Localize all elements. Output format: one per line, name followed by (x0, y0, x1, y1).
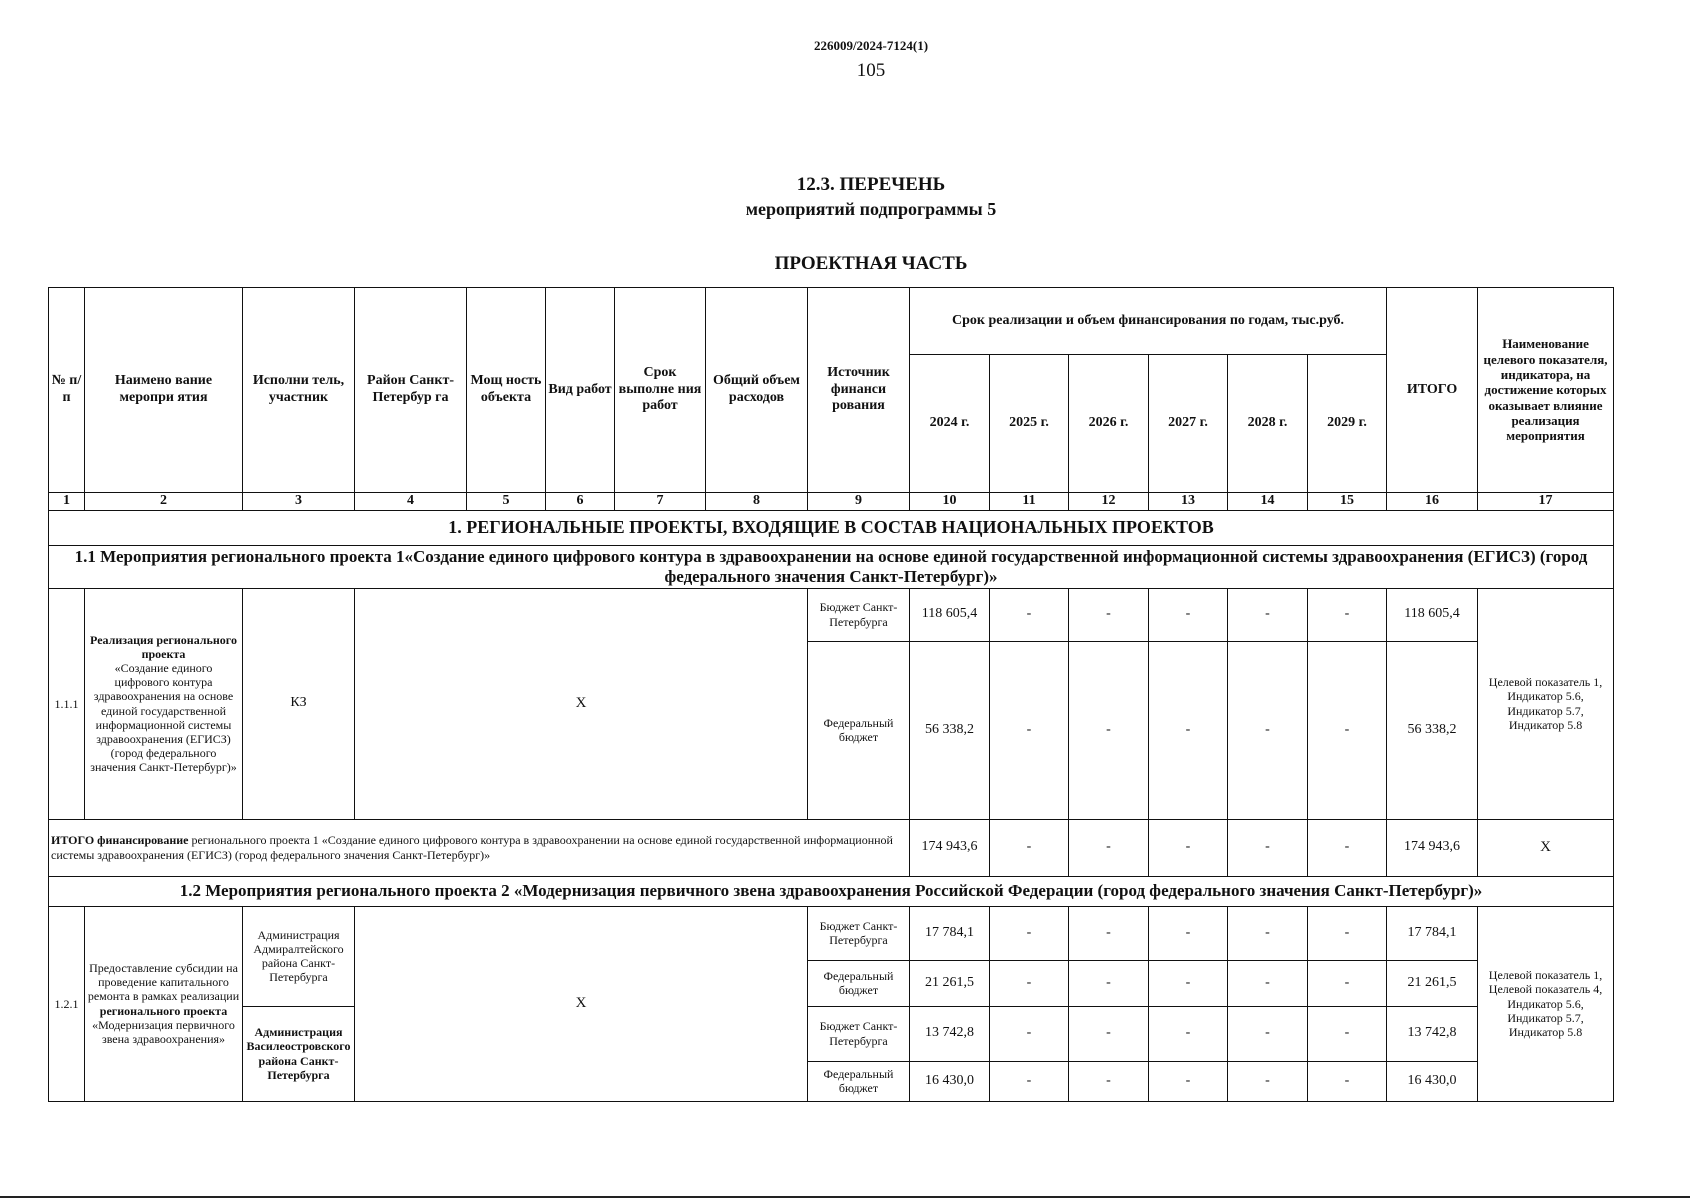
header-year: 2029 г. (1308, 355, 1387, 493)
value-2026: - (1069, 588, 1149, 641)
value-2029: - (1308, 1061, 1387, 1101)
value-2024: 56 338,2 (910, 641, 990, 819)
value-2027: - (1149, 1006, 1228, 1061)
x-mark: Х (355, 588, 808, 819)
value-2024: 21 261,5 (910, 960, 990, 1006)
header-executor: Исполни тель, участник (243, 288, 355, 493)
col-number: 1 (49, 493, 85, 511)
col-number: 15 (1308, 493, 1387, 511)
header-total: ИТОГО (1387, 288, 1478, 493)
header-deadline: Срок выполне ния работ (615, 288, 706, 493)
header-name: Наимено вание меропри ятия (85, 288, 243, 493)
value-2028: - (1228, 1006, 1308, 1061)
value-total: 17 784,1 (1387, 906, 1478, 960)
funding-source: Бюджет Санкт-Петербурга (808, 1006, 910, 1061)
page-title: 12.3. ПЕРЕЧЕНЬ (796, 174, 946, 195)
value-2028: - (1228, 960, 1308, 1006)
value-2025: - (990, 1061, 1069, 1101)
col-number: 9 (808, 493, 910, 511)
page-subtitle: мероприятий подпрограммы 5 (745, 199, 997, 219)
measure-name-part1: Предоставление субсидии на проведение капитального ремонта в рамках реализации (87, 961, 240, 1004)
value-2026: - (1069, 819, 1149, 876)
value-2026: - (1069, 641, 1149, 819)
value-2028: - (1228, 588, 1308, 641)
measure-name (85, 588, 243, 819)
col-number: 8 (706, 493, 808, 511)
value-2024: 17 784,1 (910, 906, 990, 960)
col-number: 11 (990, 493, 1069, 511)
executor: КЗ (243, 588, 355, 819)
measure-name-bold: Реализация регионального проекта (90, 632, 237, 661)
value-2027: - (1149, 1061, 1228, 1101)
header-year: 2027 г. (1149, 355, 1228, 493)
total-label-bold: ИТОГО финансирование (51, 833, 189, 848)
page-number: 105 (856, 60, 886, 81)
document-number: 226009/2024-7124(1) (813, 38, 929, 53)
header-year: 2028 г. (1228, 355, 1308, 493)
col-number: 7 (615, 493, 706, 511)
value-2027: - (1149, 906, 1228, 960)
funding-source: Федеральный бюджет (808, 1061, 910, 1101)
value-2028: - (1228, 819, 1308, 876)
value-2029: - (1308, 906, 1387, 960)
value-2024: 118 605,4 (910, 588, 990, 641)
header-capacity: Мощ ность объекта (467, 288, 546, 493)
value-2027: - (1149, 641, 1228, 819)
section-heading: 1. РЕГИОНАЛЬНЫЕ ПРОЕКТЫ, ВХОДЯЩИЕ В СОСТАВ НАЦИОНАЛЬНЫХ ПРОЕКТОВ (49, 510, 1614, 545)
value-2025: - (990, 641, 1069, 819)
col-number: 14 (1228, 493, 1308, 511)
total-label (49, 819, 910, 876)
measure-name (85, 906, 243, 1101)
measures-table (48, 287, 1614, 1102)
header-year: 2025 г. (990, 355, 1069, 493)
executor (243, 1006, 355, 1101)
header-district: Район Санкт-Петербур га (355, 288, 467, 493)
value-total: 16 430,0 (1387, 1061, 1478, 1101)
value-2024: 16 430,0 (910, 1061, 990, 1101)
indicator: Х (1478, 819, 1614, 876)
value-2026: - (1069, 1061, 1149, 1101)
header-total-cost: Общий объем расходов (706, 288, 808, 493)
value-2029: - (1308, 819, 1387, 876)
subsection-heading: 1.1 Мероприятия регионального проекта 1«Создание единого цифрового контура в здравоохранении на основе единой государственной информационной системы здравоохранения (ЕГИСЗ) (город федерального значения Санкт-Петербург)» (49, 545, 1614, 588)
value-2026: - (1069, 906, 1149, 960)
col-number: 2 (85, 493, 243, 511)
col-number: 13 (1149, 493, 1228, 511)
value-2024: 174 943,6 (910, 819, 990, 876)
col-number: 12 (1069, 493, 1149, 511)
value-total: 56 338,2 (1387, 641, 1478, 819)
header-num: № п/п (49, 288, 85, 493)
funding-source: Федеральный бюджет (808, 641, 910, 819)
executor-bold: Администрация Василеостровского района Санкт-Петербурга (246, 1025, 351, 1082)
value-total: 118 605,4 (1387, 588, 1478, 641)
header-source: Источник финанси рования (808, 288, 910, 493)
funding-source: Федеральный бюджет (808, 960, 910, 1006)
col-number: 16 (1387, 493, 1478, 511)
value-2029: - (1308, 1006, 1387, 1061)
measure-name-part2: регионального проекта (99, 1003, 228, 1018)
column-number-row (49, 493, 1614, 511)
x-mark: Х (355, 906, 808, 1101)
header-year: 2026 г. (1069, 355, 1149, 493)
value-2025: - (990, 1006, 1069, 1061)
measure-name-rest: «Создание единого цифрового контура здравоохранения на основе единой государственной информационной системы здравоохранения (ЕГИСЗ) (город федерального значения Санкт-Петербург)» (90, 661, 237, 775)
value-2029: - (1308, 960, 1387, 1006)
value-2029: - (1308, 641, 1387, 819)
value-2025: - (990, 906, 1069, 960)
value-2027: - (1149, 588, 1228, 641)
col-number: 6 (546, 493, 615, 511)
value-2026: - (1069, 960, 1149, 1006)
header-year: 2024 г. (910, 355, 990, 493)
funding-source: Бюджет Санкт-Петербурга (808, 588, 910, 641)
header-period-group: Срок реализации и объем финансирования по годам, тыс.руб. (910, 288, 1387, 355)
value-2025: - (990, 960, 1069, 1006)
col-number: 3 (243, 493, 355, 511)
col-number: 10 (910, 493, 990, 511)
section-title: ПРОЕКТНАЯ ЧАСТЬ (774, 253, 968, 274)
value-2027: - (1149, 819, 1228, 876)
header-work-type: Вид работ (546, 288, 615, 493)
col-number: 5 (467, 493, 546, 511)
value-2024: 13 742,8 (910, 1006, 990, 1061)
subsection-heading: 1.2 Мероприятия регионального проекта 2 «Модернизация первичного звена здравоохранения Российской Федерации (город федерального значения Санкт-Петербург)» (49, 876, 1614, 906)
value-2027: - (1149, 960, 1228, 1006)
value-total: 174 943,6 (1387, 819, 1478, 876)
row-number: 1.2.1 (49, 906, 85, 1101)
value-total: 13 742,8 (1387, 1006, 1478, 1061)
funding-source: Бюджет Санкт-Петербурга (808, 906, 910, 960)
indicator: Целевой показатель 1, Индикатор 5.6, Индикатор 5.7, Индикатор 5.8 (1478, 588, 1614, 819)
total-label-rest: регионального проекта 1 «Создание единого цифрового контура в здравоохранении на основе единой государственной информационной системы здравоохранения (ЕГИСЗ) (город федерального значения Санкт-Петербург)» (51, 833, 893, 862)
measure-name-part3: «Модернизация первичного звена здравоохранения» (92, 1017, 235, 1046)
value-2026: - (1069, 1006, 1149, 1061)
value-2028: - (1228, 906, 1308, 960)
value-2028: - (1228, 1061, 1308, 1101)
value-2025: - (990, 588, 1069, 641)
value-2029: - (1308, 588, 1387, 641)
indicator: Целевой показатель 1, Целевой показатель 4, Индикатор 5.6, Индикатор 5.7, Индикатор 5.8 (1478, 906, 1614, 1101)
col-number: 17 (1478, 493, 1614, 511)
col-number: 4 (355, 493, 467, 511)
row-number: 1.1.1 (49, 588, 85, 819)
header-indicator: Наименование целевого показателя, индикатора, на достижение которых оказывает влияние реализация мероприятия (1478, 288, 1614, 493)
value-total: 21 261,5 (1387, 960, 1478, 1006)
page-bottom-rule (0, 1196, 1690, 1198)
value-2025: - (990, 819, 1069, 876)
value-2028: - (1228, 641, 1308, 819)
executor: Администрация Адмиралтейского района Санкт-Петербурга (243, 906, 355, 1006)
